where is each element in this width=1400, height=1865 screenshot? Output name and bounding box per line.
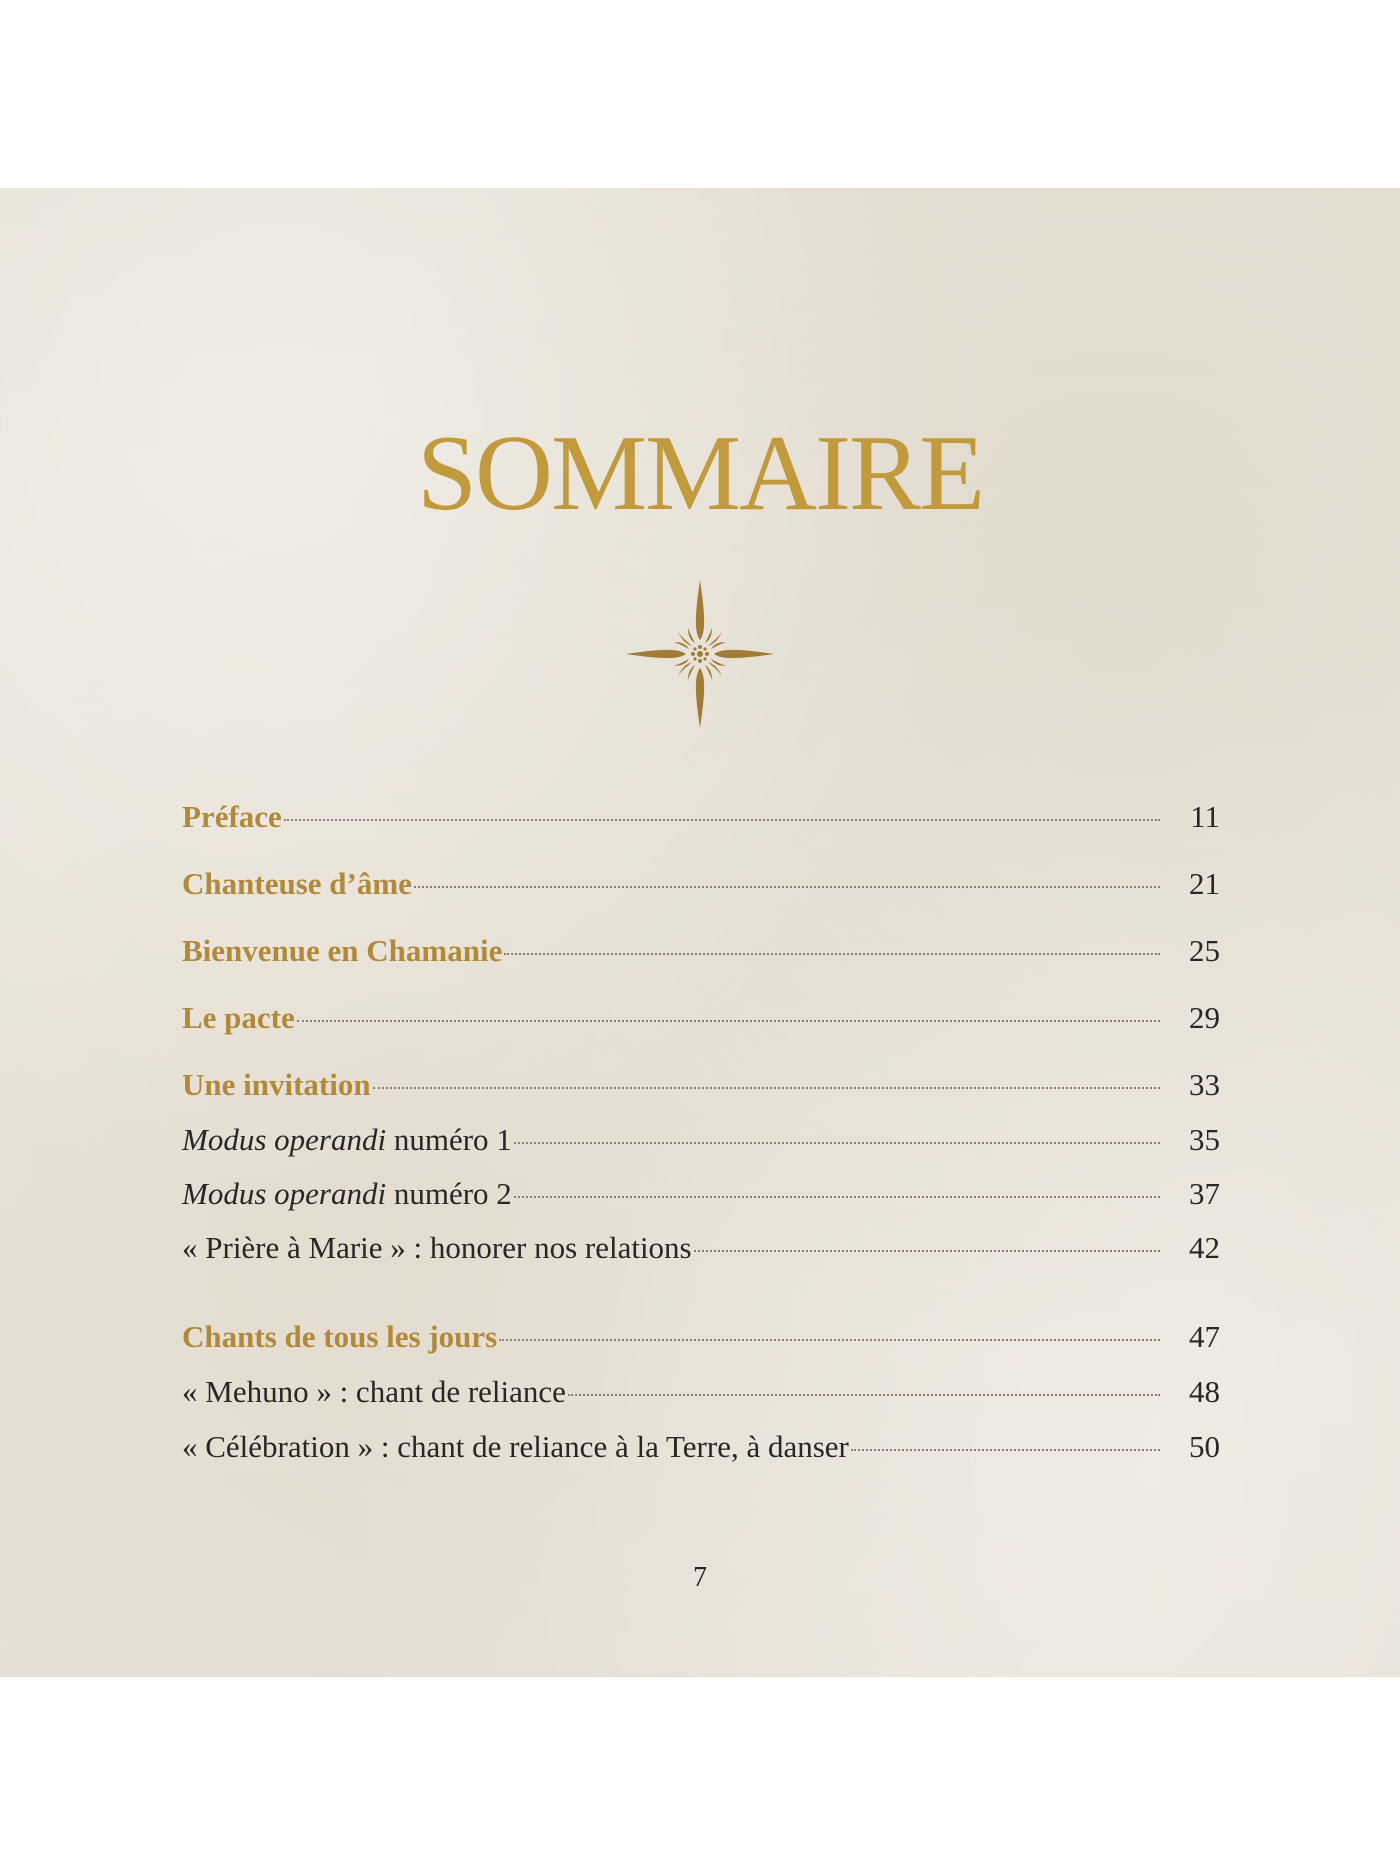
toc-entry-label: [182, 1176, 512, 1212]
toc-entry-preface[interactable]: [182, 799, 1220, 839]
toc-entry-label: « Prière à Marie » : honorer nos relations: [182, 1230, 692, 1265]
toc-entry-priere[interactable]: [182, 1230, 1220, 1270]
toc-entry-label: Une invitation: [182, 1067, 371, 1102]
toc-entry-label: « Mehuno » : chant de reliance: [182, 1374, 566, 1409]
dot-leader: [568, 1394, 1160, 1396]
toc-entry-label: Préface: [182, 799, 282, 834]
page-number: 7: [693, 1562, 707, 1593]
dot-leader: [504, 953, 1160, 955]
toc-entry-celebration[interactable]: [182, 1429, 1220, 1469]
toc-entry-label: Chanteuse d’âme: [182, 866, 412, 901]
dot-leader: [514, 1196, 1160, 1198]
toc-entry-page: 21: [1189, 866, 1220, 901]
toc-entry-label: Le pacte: [182, 1000, 295, 1035]
dot-leader: [694, 1250, 1160, 1252]
toc-entry-page: 25: [1189, 933, 1220, 968]
toc-entry-pacte[interactable]: [182, 1000, 1220, 1040]
toc-entry-label: Bienvenue en Chamanie: [182, 933, 503, 968]
toc-entry-chants[interactable]: [182, 1319, 1220, 1359]
toc-entry-label-italic: Modus operandi: [182, 1122, 387, 1157]
toc-entry-mehuno[interactable]: [182, 1374, 1220, 1414]
toc-entry-label-italic: Modus operandi: [182, 1176, 387, 1211]
dot-leader: [514, 1142, 1160, 1144]
dot-leader: [414, 886, 1160, 888]
toc-entry-bienvenue[interactable]: [182, 933, 1220, 973]
toc-entry-page: 35: [1189, 1122, 1220, 1157]
toc-entry-label: [182, 1122, 512, 1158]
dot-leader: [373, 1087, 1160, 1089]
toc-entry-chanteuse[interactable]: [182, 866, 1220, 906]
toc-entry-page: 48: [1189, 1374, 1220, 1409]
dot-leader: [851, 1449, 1160, 1451]
page-title: SOMMAIRE: [416, 414, 984, 533]
toc-entry-label-rest: numéro 2: [386, 1176, 512, 1211]
toc-entry-modus-1[interactable]: [182, 1122, 1220, 1162]
toc-entry-label: « Célébration » : chant de reliance à la Terre, à danser: [182, 1429, 849, 1464]
toc-entry-label-rest: numéro 1: [386, 1122, 512, 1157]
toc-entry-page: 29: [1189, 1000, 1220, 1035]
dot-leader: [499, 1339, 1160, 1341]
toc-entry-page: 11: [1190, 799, 1220, 834]
toc-entry-page: 37: [1189, 1176, 1220, 1211]
dot-leader: [284, 819, 1160, 821]
toc-entry-modus-2[interactable]: [182, 1176, 1220, 1216]
toc-entry-page: 33: [1189, 1067, 1220, 1102]
compass-star-ornament-icon: [626, 580, 774, 728]
toc-entry-label: Chants de tous les jours: [182, 1319, 498, 1354]
toc-entry-page: 47: [1189, 1319, 1220, 1354]
dot-leader: [297, 1020, 1160, 1022]
toc-entry-page: 42: [1189, 1230, 1220, 1265]
toc-entry-page: 50: [1189, 1429, 1220, 1464]
book-page: [0, 188, 1400, 1677]
toc-entry-invitation[interactable]: [182, 1067, 1220, 1107]
